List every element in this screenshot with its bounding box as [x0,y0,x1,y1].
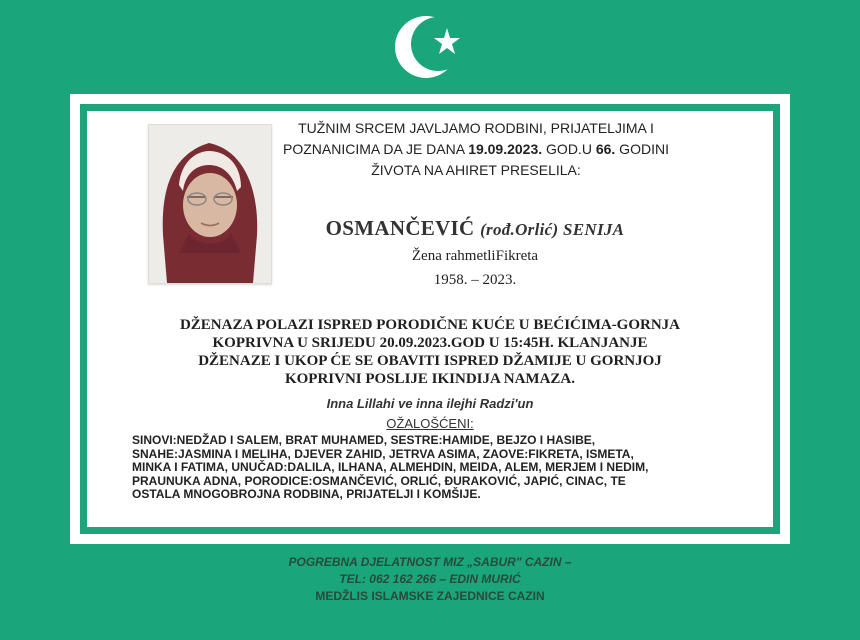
footer [0,554,860,605]
obituary-card [70,94,790,544]
intro-suffix: GODINI [615,141,669,157]
footer-line-phone: TEL: 062 162 266 – EDIN MURIĆ [339,572,521,586]
maiden-name: (rođ.Orlić) [480,220,559,239]
intro-line-date [266,139,686,160]
mourners-line: SINOVI:NEDŽAD I SALEM, BRAT MUHAMED, SESTRE:HAMIDE, BEJZO I HASIBE, [132,433,596,447]
mourners-line: OSTALA MNOGOBROJNA RODBINA, PRIJATELJI I KOMŠIJE. [132,487,481,502]
mourners-line: SNAHE:JASMINA I MELIHA, DJEVER ZAHID, JETRVA ASIMA, ZAOVE:FIKRETA, ISMETA, [132,446,634,461]
first-name: SENIJA [563,220,625,239]
surname: OSMANČEVIĆ [325,216,475,240]
footer-line-council: MEDŽLIS ISLAMSKE ZAJEDNICE CAZIN [315,589,545,603]
spouse-line: Žena rahmetliFikreta [411,248,539,264]
funeral-line: KOPRIVNI POSLIJE IKINDIJA NAMAZA. [284,371,576,387]
life-years: 1958. – 2023. [433,272,517,288]
funeral-line: DŽENAZA POLAZI ISPRED PORODIČNE KUĆE U BEĆIĆIMA-GORNJA [179,317,681,333]
mourners-line: MINKA I FATIMA, UNUČAD:DALILA, ILHANA, ALMEHDIN, MEIDA, ALEM, MERJEM I NEDIM, [132,460,649,475]
deceased-name [280,216,670,241]
mourners-title: OŽALOŠĆENI: [386,416,474,431]
funeral-line: DŽENAZE I UKOP ĆE SE OBAVITI ISPRED DŽAMIJE U GORNJOJ [198,353,662,369]
mourners-line: PRAUNUKA ADNA, PORODICE:OSMANČEVIĆ, ORLIĆ, ĐURAKOVIĆ, JAPIĆ, CINAC, TE [132,473,626,488]
intro-mid: GOD.U [542,141,596,157]
mourners-list [132,434,742,502]
funeral-details [110,316,750,388]
funeral-line: KOPRIVNA U SRIJEDU 20.09.2023.GOD U 15:45H. KLANJANJE [212,335,648,351]
intro-line: TUŽNIM SRCEM JAVLJAMO RODBINI, PRIJATELJIMA I [298,120,654,136]
deceased-portrait [148,124,272,284]
footer-line-company: POGREBNA DJELATNOST MIZ „SABUR" CAZIN – [288,555,572,569]
announcement-text [266,118,686,181]
date-of-death: 19.09.2023. [468,141,543,157]
dua-line: Inna Lillahi ve inna ilejhi Radzi'un [326,396,534,411]
intro-line: ŽIVOTA NA AHIRET PRESELILA: [371,162,581,178]
age: 66. [595,141,616,157]
crescent-star-icon [392,14,472,80]
intro-prefix: POZNANICIMA DA JE DANA [283,141,469,157]
